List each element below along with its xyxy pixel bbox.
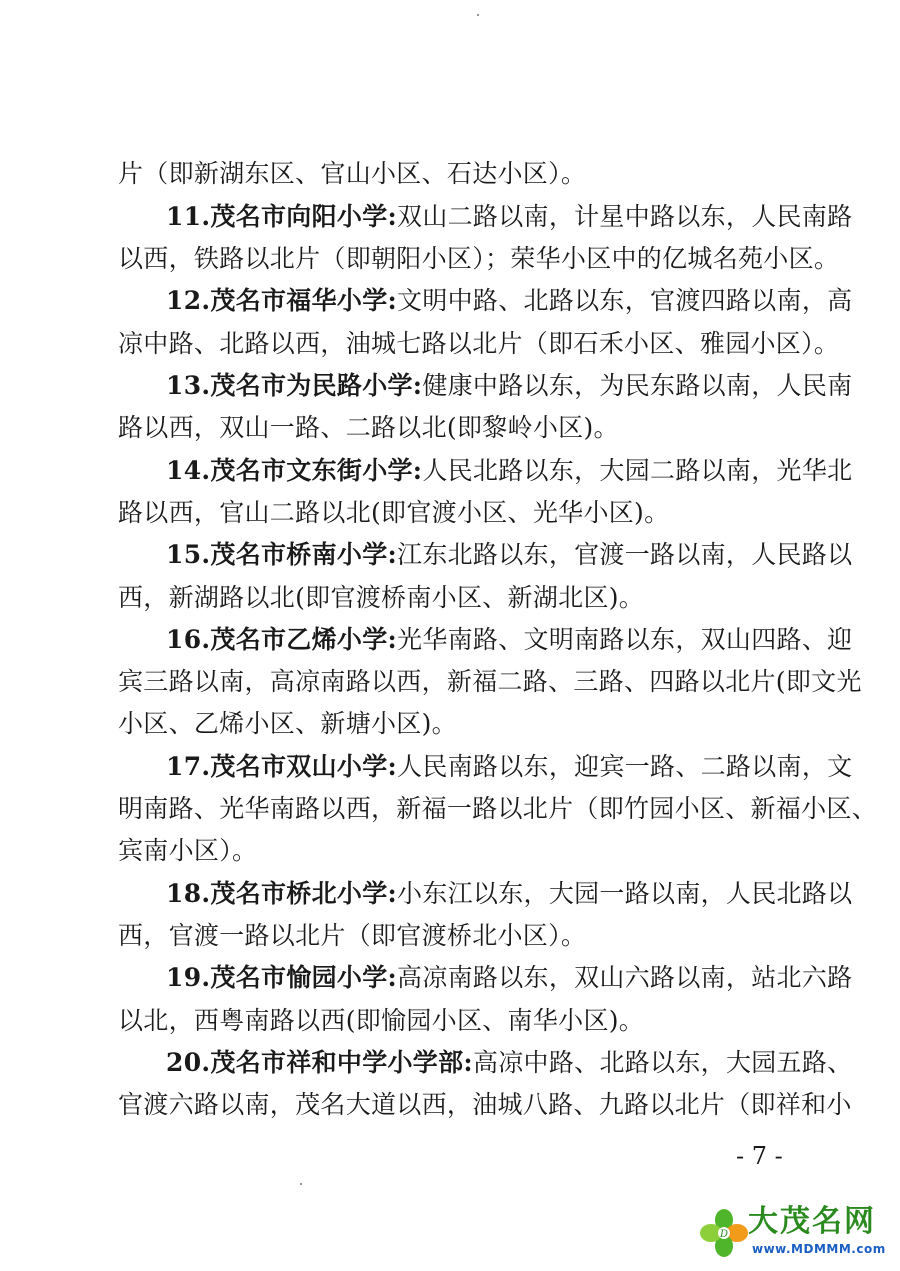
line-text: 路以西，官山二路以北(即官渡小区、光华小区)。 (118, 498, 670, 527)
line-text: 明南路、光华南路以西，新福一路以北片（即竹园小区、新福小区、 (118, 794, 878, 823)
entry-12 (166, 285, 853, 317)
site-watermark (698, 1203, 888, 1263)
svg-text:D: D (720, 1229, 729, 1240)
entry-text: 人民南路以东，迎宾一路、二路以南，文 (397, 752, 853, 781)
entry-13 (166, 370, 853, 402)
text-line-9 (118, 497, 798, 529)
text-line-11 (118, 582, 798, 614)
entry-text: 人民北路以东，大园二路以南，光华北 (422, 456, 853, 485)
entry-heading: 15.茂名市桥南小学: (166, 540, 398, 569)
text-line-17 (118, 835, 798, 867)
watermark-url: www.MDMMM.com (752, 1242, 886, 1256)
entry-19 (166, 962, 853, 994)
entry-heading: 18.茂名市桥北小学: (166, 879, 398, 908)
line-text: 官渡六路以南，茂名大道以西，油城八路、九路以北片（即祥和小 (118, 1090, 852, 1119)
entry-text: 健康中路以东，为民东路以南，人民南 (422, 371, 853, 400)
entry-heading: 20.茂名市祥和中学小学部: (166, 1048, 473, 1077)
scan-speck (300, 1183, 302, 1185)
entry-text: 文明中路、北路以东，官渡四路以南，高 (397, 286, 853, 315)
text-line-1 (118, 158, 798, 190)
text-line-14 (118, 708, 798, 740)
entry-heading: 14.茂名市文东街小学: (166, 456, 423, 485)
line-text: 以西，铁路以北片（即朝阳小区）；荣华小区中的亿城名苑小区。 (118, 244, 840, 273)
text-line-23 (118, 1089, 852, 1121)
entry-heading: 12.茂名市福华小学: (166, 286, 398, 315)
watermark-title: 大茂名网 (748, 1204, 876, 1239)
entry-20 (166, 1047, 853, 1079)
line-text: 凉中路、北路以西，油城七路以北片（即石禾小区、雅园小区）。 (118, 329, 840, 358)
line-text: 西，官渡一路以北片（即官渡桥北小区）。 (118, 921, 587, 950)
page-number: - 7 - (736, 1142, 783, 1170)
entry-17 (166, 751, 853, 783)
entry-heading: 19.茂名市愉园小学: (166, 963, 398, 992)
text-line-5 (118, 328, 840, 360)
entry-heading: 17.茂名市双山小学: (166, 752, 398, 781)
line-text: 小区、乙烯小区、新塘小区)。 (118, 709, 457, 738)
entry-16 (166, 624, 853, 656)
clover-logo-icon (698, 1207, 750, 1259)
entry-heading: 16.茂名市乙烯小学: (166, 625, 398, 654)
entry-15 (166, 539, 853, 571)
line-text: 路以西，双山一路、二路以北(即黎岭小区)。 (118, 413, 619, 442)
entry-text: 高凉中路、北路以东，大园五路、 (472, 1048, 853, 1077)
text-line-13 (118, 666, 862, 698)
text-line-16 (118, 793, 878, 825)
entry-heading: 13.茂名市为民路小学: (166, 371, 423, 400)
entry-14 (166, 455, 853, 487)
text-line-7 (118, 412, 798, 444)
entry-text: 双山二路以南，计星中路以东，人民南路 (397, 202, 853, 231)
text-line-19 (118, 920, 798, 952)
line-text: 片（即新湖东区、官山小区、石达小区）。 (118, 159, 587, 188)
entry-text: 光华南路、文明南路以东，双山四路、迎 (397, 625, 853, 654)
entry-text: 高凉南路以东，双山六路以南，站北六路 (397, 963, 853, 992)
line-text: 宾南小区）。 (118, 836, 258, 865)
entry-18 (166, 878, 853, 910)
scan-speck (477, 14, 479, 16)
line-text: 以北，西粤南路以西(即愉园小区、南华小区)。 (118, 1006, 645, 1035)
entry-heading: 11.茂名市向阳小学: (166, 202, 398, 231)
text-line-3 (118, 243, 840, 275)
entry-text: 江东北路以东，官渡一路以南，人民路以 (397, 540, 853, 569)
line-text: 西，新湖路以北(即官渡桥南小区、新湖北区)。 (118, 583, 645, 612)
entry-text: 小东江以东，大园一路以南，人民北路以 (397, 879, 853, 908)
text-line-21 (118, 1005, 798, 1037)
entry-11 (166, 201, 853, 233)
line-text: 宾三路以南，高凉南路以西，新福二路、三路、四路以北片(即文光 (118, 667, 862, 696)
